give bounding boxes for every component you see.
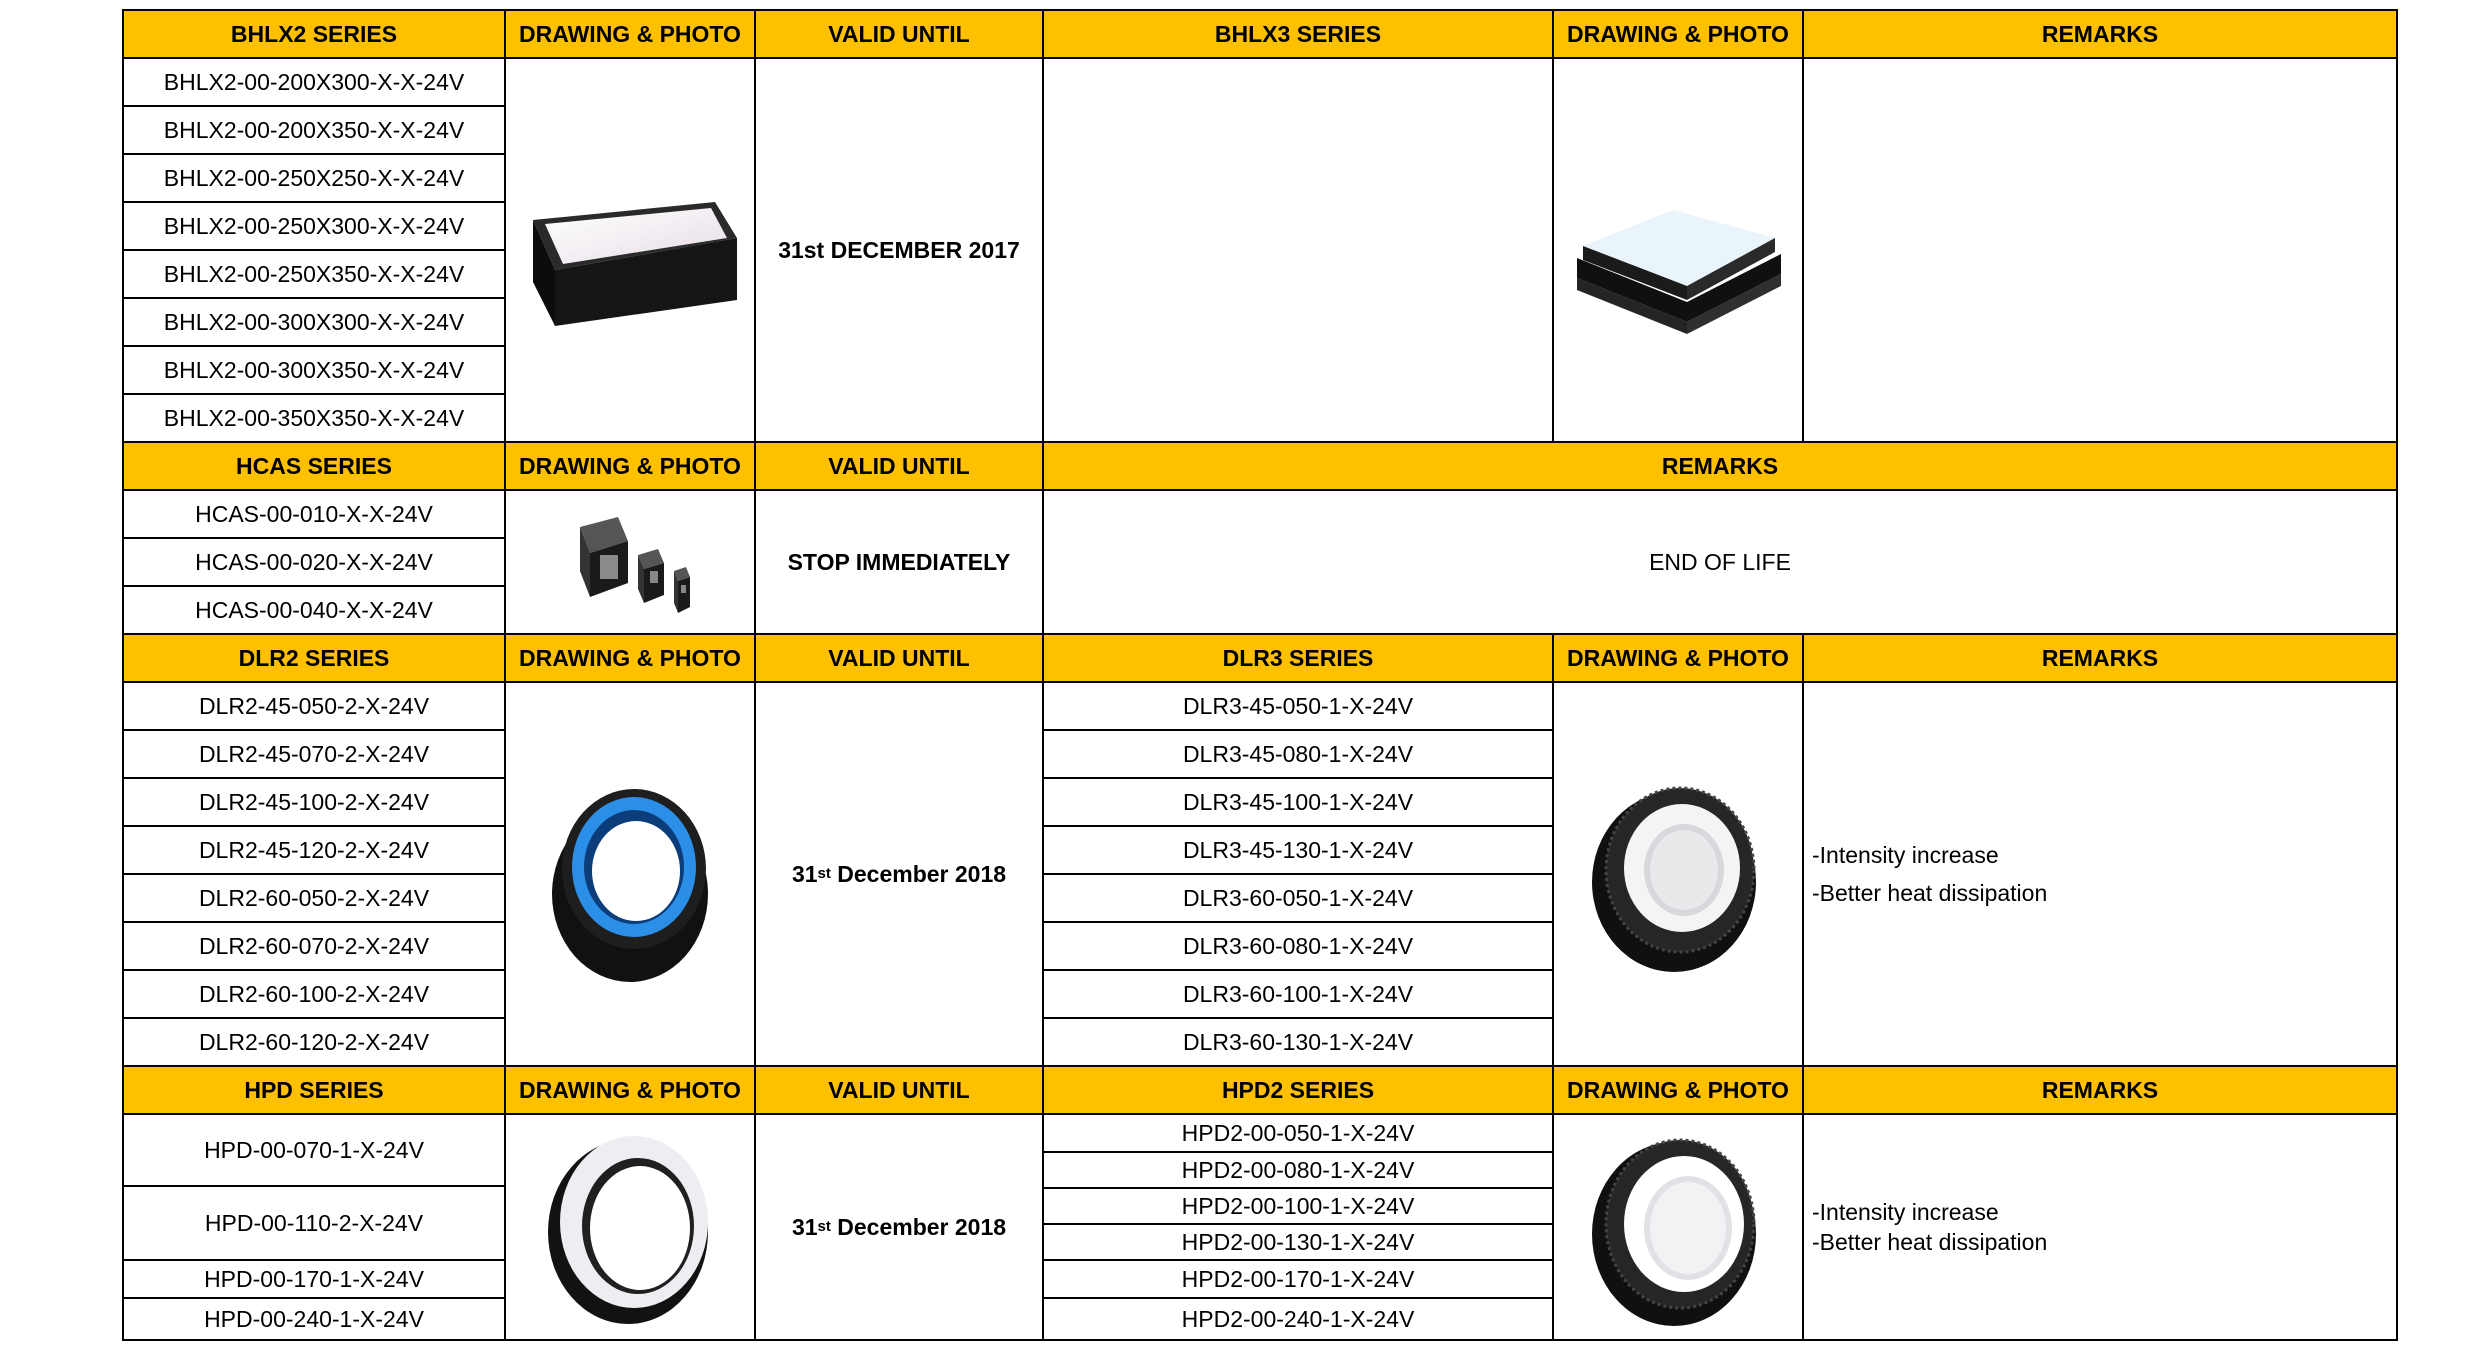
bhlx-remarks-cell xyxy=(1802,57,2398,443)
table-row: DLR2-60-120-2-X-24V xyxy=(122,1017,506,1067)
table-row: BHLX2-00-300X350-X-X-24V xyxy=(122,345,506,395)
table-row: BHLX2-00-250X300-X-X-24V xyxy=(122,201,506,251)
table-row: BHLX2-00-250X250-X-X-24V xyxy=(122,153,506,203)
hpd-remarks-cell xyxy=(1802,1113,2398,1341)
dlr3-series-header: DLR3 SERIES xyxy=(1042,633,1554,683)
hcas-photo xyxy=(504,489,756,635)
table-row: DLR3-45-130-1-X-24V xyxy=(1042,825,1554,875)
dlr-valid-rest: December 2018 xyxy=(830,860,1007,887)
bhlx3-series-header: BHLX3 SERIES xyxy=(1042,9,1554,59)
table-row: BHLX2-00-200X350-X-X-24V xyxy=(122,105,506,155)
bhlx2-photo xyxy=(504,57,756,443)
hpd-drawing-header: DRAWING & PHOTO xyxy=(504,1065,756,1115)
hcas-valid-until: STOP IMMEDIATELY xyxy=(754,489,1044,635)
bhlx2-series-header: BHLX2 SERIES xyxy=(122,9,506,59)
hcas-drawing-header: DRAWING & PHOTO xyxy=(504,441,756,491)
white-ring-light-image xyxy=(1578,1122,1778,1332)
hpd-valid-day: 31 xyxy=(791,1213,818,1240)
dlr-valid-until xyxy=(754,681,1044,1067)
bhlx3-models-cell xyxy=(1042,57,1554,443)
bhlx-valid-header: VALID UNTIL xyxy=(754,9,1044,59)
table-row: DLR2-45-100-2-X-24V xyxy=(122,777,506,827)
hpd-valid-header: VALID UNTIL xyxy=(754,1065,1044,1115)
table-row: HPD-00-170-1-X-24V xyxy=(122,1259,506,1299)
table-row: HPD2-00-080-1-X-24V xyxy=(1042,1151,1554,1189)
table-row: DLR2-45-120-2-X-24V xyxy=(122,825,506,875)
hcas-series-header: HCAS SERIES xyxy=(122,441,506,491)
table-row: HPD2-00-050-1-X-24V xyxy=(1042,1113,1554,1153)
bhlx3-photo xyxy=(1552,57,1804,443)
bhlx-remarks-header: REMARKS xyxy=(1802,9,2398,59)
hpd-valid-rest: December 2018 xyxy=(830,1213,1007,1240)
table-row: BHLX2-00-200X300-X-X-24V xyxy=(122,57,506,107)
remark-item: -Better heat dissipation xyxy=(1812,1229,2048,1255)
table-row: DLR2-45-050-2-X-24V xyxy=(122,681,506,731)
table-row: DLR3-60-080-1-X-24V xyxy=(1042,921,1554,971)
dlr-valid-header: VALID UNTIL xyxy=(754,633,1044,683)
white-ring-light-image xyxy=(1578,764,1778,984)
table-row: HPD2-00-170-1-X-24V xyxy=(1042,1259,1554,1299)
remark-item: -Intensity increase xyxy=(1812,841,1999,868)
table-row: HPD-00-110-2-X-24V xyxy=(122,1185,506,1261)
backlight-panel-image xyxy=(515,150,745,350)
table-row: HCAS-00-040-X-X-24V xyxy=(122,585,506,635)
table-row: BHLX2-00-250X350-X-X-24V xyxy=(122,249,506,299)
table-row: DLR2-45-070-2-X-24V xyxy=(122,729,506,779)
table-row: DLR2-60-070-2-X-24V xyxy=(122,921,506,971)
table-row: HPD2-00-240-1-X-24V xyxy=(1042,1297,1554,1341)
hpd-series-header: HPD SERIES xyxy=(122,1065,506,1115)
table-row: BHLX2-00-300X300-X-X-24V xyxy=(122,297,506,347)
table-row: DLR3-60-100-1-X-24V xyxy=(1042,969,1554,1019)
table-row: DLR3-45-050-1-X-24V xyxy=(1042,681,1554,731)
dlr2-photo xyxy=(504,681,756,1067)
remark-item: -Intensity increase xyxy=(1812,1198,1999,1225)
dlr-remarks-header: REMARKS xyxy=(1802,633,2398,683)
hpd-valid-suffix: st xyxy=(817,1218,831,1236)
hpd-valid-until xyxy=(754,1113,1044,1341)
dlr2-drawing-header: DRAWING & PHOTO xyxy=(504,633,756,683)
blue-ring-light-image xyxy=(530,759,730,989)
table-row: DLR2-60-100-2-X-24V xyxy=(122,969,506,1019)
hpd-remarks-header: REMARKS xyxy=(1802,1065,2398,1115)
table-row: DLR3-60-130-1-X-24V xyxy=(1042,1017,1554,1067)
dlr3-drawing-header: DRAWING & PHOTO xyxy=(1552,633,1804,683)
hcas-remarks-header: REMARKS xyxy=(1042,441,2398,491)
bhlx-valid-until: 31st DECEMBER 2017 xyxy=(754,57,1044,443)
hpd2-series-header: HPD2 SERIES xyxy=(1042,1065,1554,1115)
hpd2-photo xyxy=(1552,1113,1804,1341)
dlr3-photo xyxy=(1552,681,1804,1067)
table-row: HPD-00-240-1-X-24V xyxy=(122,1297,506,1341)
table-row: DLR3-45-080-1-X-24V xyxy=(1042,729,1554,779)
white-ring-light-image xyxy=(530,1122,730,1332)
table-row: HCAS-00-020-X-X-24V xyxy=(122,537,506,587)
dlr-remarks-cell xyxy=(1802,681,2398,1067)
table-row: HPD-00-070-1-X-24V xyxy=(122,1113,506,1187)
remark-item: -Better heat dissipation xyxy=(1812,880,2048,906)
table-row: HPD2-00-130-1-X-24V xyxy=(1042,1223,1554,1261)
dlr-valid-suffix: st xyxy=(817,865,831,883)
table-row: DLR2-60-050-2-X-24V xyxy=(122,873,506,923)
hcas-valid-header: VALID UNTIL xyxy=(754,441,1044,491)
hpd2-drawing-header: DRAWING & PHOTO xyxy=(1552,1065,1804,1115)
hcas-remark: END OF LIFE xyxy=(1042,489,2398,635)
hpd-photo xyxy=(504,1113,756,1341)
table-row: BHLX2-00-350X350-X-X-24V xyxy=(122,393,506,443)
bhlx3-drawing-header: DRAWING & PHOTO xyxy=(1552,9,1804,59)
table-row: HCAS-00-010-X-X-24V xyxy=(122,489,506,539)
table-row: DLR3-60-050-1-X-24V xyxy=(1042,873,1554,923)
table-row: DLR3-45-100-1-X-24V xyxy=(1042,777,1554,827)
product-lifecycle-table xyxy=(122,9,2398,1341)
bhlx2-drawing-header: DRAWING & PHOTO xyxy=(504,9,756,59)
camera-light-modules-image xyxy=(550,497,710,627)
table-row: HPD2-00-100-1-X-24V xyxy=(1042,1187,1554,1225)
square-backlight-image xyxy=(1563,150,1793,350)
dlr2-series-header: DLR2 SERIES xyxy=(122,633,506,683)
dlr-valid-day: 31 xyxy=(791,860,818,887)
